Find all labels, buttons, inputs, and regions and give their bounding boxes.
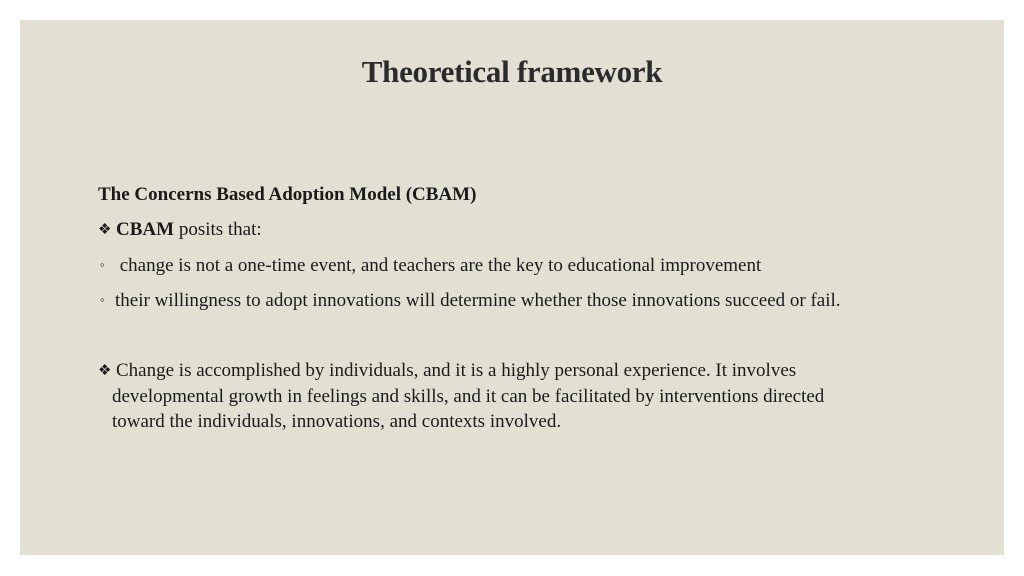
bullet-cbam-text: posits that: [174, 219, 262, 240]
bullet-cbam [98, 217, 262, 243]
slide [20, 20, 1004, 555]
sub-bullet-2-text: their willingness to adopt innovations will determine whether those innovations succeed or fail. [115, 290, 841, 311]
sub-bullet-1 [98, 252, 761, 278]
circle-bullet-icon: ◦ [100, 257, 105, 272]
bullet-cbam-bold: CBAM [116, 219, 175, 240]
diamond-bullet-icon: ❖ [98, 222, 112, 238]
sub-bullet-1-text: change is not a one-time event, and teachers are the key to educational improvement [115, 255, 762, 276]
slide-title: Theoretical framework [361, 54, 663, 89]
paragraph-line-1 [98, 358, 958, 384]
paragraph-line-2: developmental growth in feelings and skills, and it can be facilitated by interventions directed [112, 386, 825, 407]
circle-bullet-icon: ◦ [100, 292, 105, 307]
paragraph-line-3: toward the individuals, innovations, and contexts involved. [112, 411, 562, 432]
bullet-change-paragraph [98, 358, 958, 434]
section-heading: The Concerns Based Adoption Model (CBAM) [98, 184, 477, 205]
sub-bullet-2 [98, 287, 841, 313]
paragraph-line-1-text: Change is accomplished by individuals, and it is a highly personal experience. It involves [116, 360, 797, 381]
diamond-bullet-icon: ❖ [98, 363, 112, 379]
